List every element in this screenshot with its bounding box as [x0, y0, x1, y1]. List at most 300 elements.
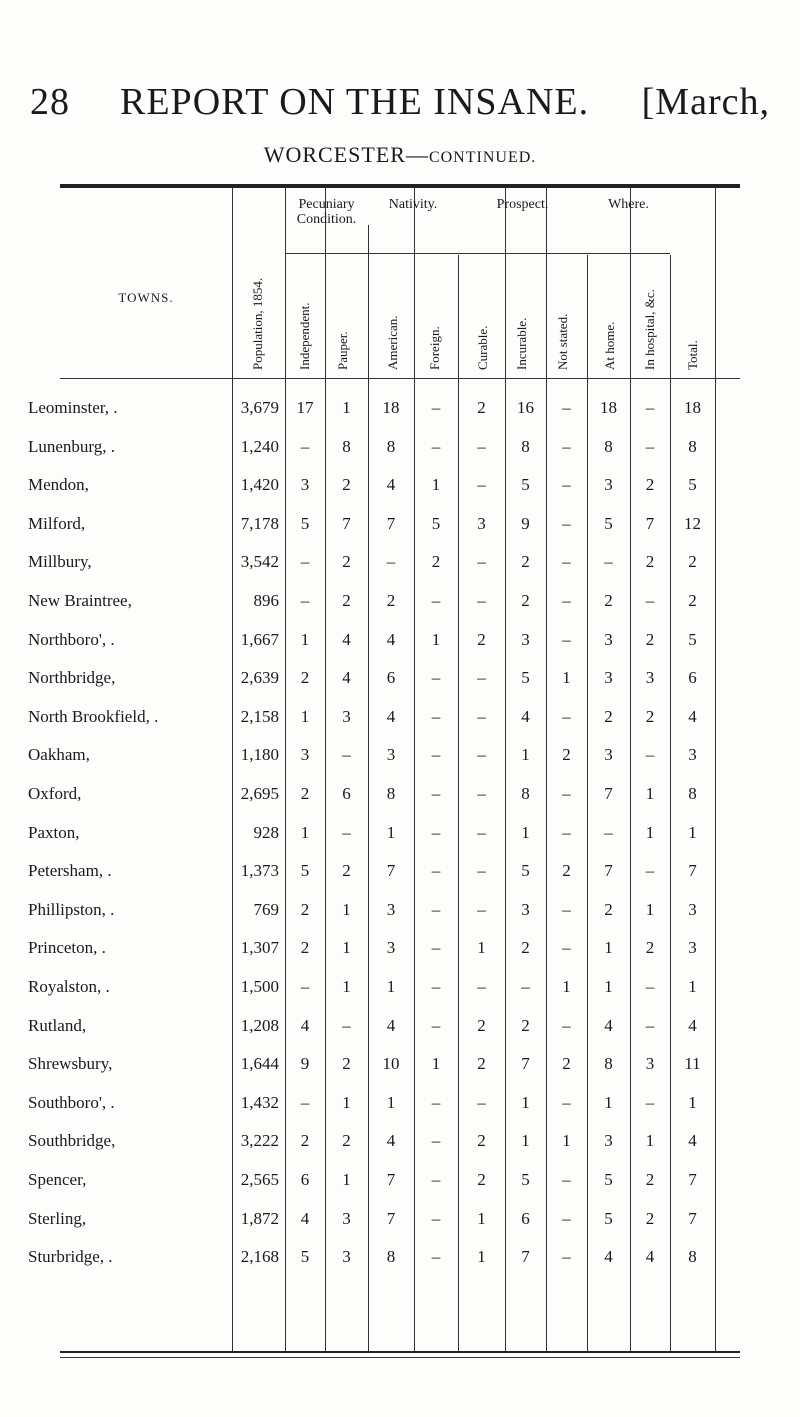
table-cell: 1 — [431, 629, 441, 649]
table-cell: – — [562, 822, 571, 842]
table-cell: 1 — [521, 1131, 530, 1151]
table-cell: 2 — [477, 629, 486, 649]
table-cell: 2 — [604, 706, 613, 726]
table-cell: 2 — [300, 668, 310, 688]
table-cell: 1 — [342, 398, 351, 417]
table-cell: 2 — [342, 1131, 351, 1151]
table-row — [0, 707, 800, 741]
table-cell: – — [477, 552, 486, 572]
table-cell: 3 — [300, 745, 310, 765]
table-cell: 7 — [688, 861, 697, 881]
table-cell: 2,639 — [240, 668, 279, 688]
table-cell: 2 — [342, 552, 351, 572]
table-cell: 1 — [562, 668, 571, 688]
table-cell: – — [431, 436, 441, 456]
table-cell: – — [431, 977, 441, 996]
table-cell: 7 — [604, 784, 613, 803]
table-cell: 1 — [431, 1054, 441, 1074]
table-cell: 7,178 — [240, 513, 279, 533]
column-header-wrap — [243, 230, 273, 370]
table-cell: 2 — [645, 706, 655, 726]
towns-header: TOWNS. — [118, 290, 174, 305]
town-name: New Braintree, — [28, 591, 132, 610]
table-cell: 7 — [521, 1247, 530, 1267]
town-name: Sturbridge, . — [28, 1247, 113, 1267]
table-cell: 3 — [604, 1131, 613, 1151]
table-cell: 8 — [386, 784, 396, 803]
table-cell: 5 — [521, 861, 530, 881]
table-cell: 4 — [645, 1247, 655, 1267]
table-cell: 7 — [386, 1170, 396, 1189]
table-cell: 3 — [688, 938, 697, 958]
table-cell: 2 — [300, 938, 310, 958]
table-cell: – — [604, 822, 613, 842]
table-cell: 8 — [342, 436, 351, 456]
table-cell: 2 — [477, 1015, 486, 1035]
table-cell: 2 — [604, 899, 613, 919]
table-cell: – — [562, 1092, 571, 1112]
table-cell: 1,872 — [240, 1208, 279, 1228]
table-cell: – — [645, 591, 655, 610]
town-name: Spencer, — [28, 1170, 87, 1189]
table-cell: 3 — [645, 668, 655, 688]
table-cell: 3 — [521, 899, 530, 919]
table-cell: 7 — [688, 1208, 697, 1228]
table-cell: 2 — [342, 591, 351, 610]
table-cell: 12 — [684, 513, 701, 533]
table-cell: 6 — [688, 668, 697, 688]
table-cell: 6 — [342, 784, 351, 803]
town-name: Mendon, — [28, 475, 89, 495]
table-cell: 2 — [342, 1054, 351, 1074]
table-cell: 1,420 — [240, 475, 279, 495]
table-cell: – — [521, 977, 530, 996]
table-cell: 3 — [604, 475, 613, 495]
table-row — [0, 668, 800, 702]
table-cell: 2 — [604, 591, 613, 610]
table-row — [0, 900, 800, 934]
table-cell: – — [342, 1015, 351, 1035]
table-cell: – — [477, 475, 486, 495]
table-cell: – — [645, 398, 655, 417]
table-cell: 2 — [386, 591, 396, 610]
table-cell: 1 — [521, 822, 530, 842]
column-header-wrap — [595, 258, 625, 370]
column-header: In hospital, &c. — [642, 289, 657, 370]
table-cell: – — [477, 822, 486, 842]
column-header-wrap — [548, 258, 578, 370]
table-cell: 1 — [645, 1131, 655, 1151]
table-cell: 2 — [645, 552, 655, 572]
table-cell: 3 — [386, 938, 396, 958]
town-name: Shrewsbury, — [28, 1054, 113, 1074]
column-header-wrap — [635, 258, 665, 370]
table-cell: 3 — [386, 899, 396, 919]
table-cell: 2 — [342, 861, 351, 881]
table-cell: 4 — [386, 1015, 396, 1035]
column-header: Not stated. — [555, 313, 570, 370]
town-name: Rutland, — [28, 1015, 87, 1035]
column-header-wrap — [378, 258, 408, 370]
column-header: Curable. — [475, 325, 490, 370]
table-cell: – — [431, 861, 441, 881]
table-cell: 8 — [521, 436, 530, 456]
table-cell: 6 — [386, 668, 396, 688]
table-cell: 5 — [300, 513, 310, 533]
table-cell: 2 — [521, 1015, 530, 1035]
table-cell: – — [431, 1131, 441, 1151]
table-cell: 2 — [300, 899, 310, 919]
table-cell: 8 — [386, 1247, 396, 1267]
table-cell: – — [562, 398, 571, 417]
column-header-wrap — [468, 258, 498, 370]
table-row — [0, 552, 800, 586]
table-cell: 1 — [688, 1092, 697, 1112]
table-cell: 4 — [688, 1131, 697, 1151]
table-cell: 1,307 — [240, 938, 279, 958]
table-cell: – — [562, 1015, 571, 1035]
table-cell: 896 — [253, 591, 279, 610]
table-bottom-rule — [60, 1351, 740, 1353]
table-cell: 2,695 — [240, 784, 279, 803]
table-cell: – — [342, 822, 351, 842]
table-cell: 4 — [386, 475, 396, 495]
table-cell: 7 — [342, 513, 351, 533]
table-cell: 7 — [386, 1208, 396, 1228]
table-cell: 5 — [300, 1247, 310, 1267]
table-cell: 1 — [477, 1247, 486, 1267]
table-row — [0, 1093, 800, 1127]
table-cell: 1 — [521, 1092, 530, 1112]
table-cell: 1 — [562, 977, 571, 996]
table-cell: 4 — [386, 629, 396, 649]
table-cell: – — [562, 513, 571, 533]
table-cell: 4 — [300, 1208, 310, 1228]
table-cell: 1 — [645, 899, 655, 919]
table-cell: 2 — [521, 552, 530, 572]
table-cell: 1,208 — [240, 1015, 279, 1035]
table-cell: – — [431, 1208, 441, 1228]
table-cell: 1 — [386, 977, 396, 996]
table-cell: – — [562, 899, 571, 919]
table-cell: 3 — [342, 1247, 351, 1267]
table-cell: 928 — [253, 822, 279, 842]
group-underline — [285, 253, 368, 254]
column-header: At home. — [602, 321, 617, 370]
table-cell: – — [431, 784, 441, 803]
table-cell: 16 — [517, 398, 534, 417]
table-cell: – — [431, 1247, 441, 1267]
town-name: Northbridge, — [28, 668, 116, 688]
table-cell: 1 — [431, 475, 441, 495]
group-header-where: Where. — [608, 197, 649, 212]
table-cell: 2 — [477, 1054, 486, 1074]
town-name: Leominster, . — [28, 398, 118, 417]
column-header-wrap — [678, 258, 708, 370]
table-cell: 2 — [645, 938, 655, 958]
table-cell: 5 — [521, 475, 530, 495]
page-number: 28 — [30, 81, 70, 123]
table-cell: 2 — [562, 745, 571, 765]
table-cell: – — [431, 1092, 441, 1112]
table-cell: 3 — [645, 1054, 655, 1074]
table-cell: 10 — [382, 1054, 400, 1074]
table-cell: 3 — [604, 668, 613, 688]
column-header-wrap — [507, 258, 537, 370]
table-cell: 8 — [604, 1054, 613, 1074]
group-underline — [368, 253, 458, 254]
table-cell: – — [645, 861, 655, 881]
table-cell: 5 — [604, 513, 613, 533]
table-cell: 5 — [521, 668, 530, 688]
table-cell: 2 — [300, 784, 310, 803]
table-cell: – — [562, 784, 571, 803]
table-cell: 2,158 — [240, 706, 279, 726]
table-cell: 5 — [300, 861, 310, 881]
table-row — [0, 938, 800, 972]
table-cell: – — [604, 552, 613, 572]
table-top-rule — [60, 184, 740, 188]
table-cell: 2 — [477, 1170, 486, 1189]
table-cell: 5 — [431, 513, 441, 533]
table-cell: – — [477, 977, 486, 996]
town-name: Paxton, — [28, 822, 80, 842]
table-cell: – — [645, 1092, 655, 1112]
group-underline — [458, 253, 587, 254]
column-header-wrap — [328, 258, 358, 370]
table-cell: 2 — [477, 1131, 486, 1151]
table-cell: – — [300, 977, 310, 996]
table-cell: 6 — [300, 1170, 310, 1189]
table-cell: 1 — [562, 1131, 571, 1151]
table-cell: 1 — [342, 1092, 351, 1112]
town-name: Southboro', . — [28, 1092, 115, 1112]
table-cell: – — [431, 899, 441, 919]
table-cell: 1 — [342, 1170, 351, 1189]
table-row — [0, 1209, 800, 1243]
table-cell: 3 — [604, 745, 613, 765]
table-cell: 4 — [521, 706, 530, 726]
table-row — [0, 475, 800, 509]
table-cell: – — [562, 475, 571, 495]
table-cell: – — [645, 1015, 655, 1035]
table-cell: 9 — [300, 1054, 310, 1074]
table-cell: 1 — [300, 706, 310, 726]
table-cell: 1 — [604, 977, 613, 996]
town-name: Oakham, — [28, 745, 90, 765]
table-cell: 2 — [521, 938, 530, 958]
table-cell: 4 — [300, 1015, 310, 1035]
column-header: Pauper. — [335, 331, 350, 370]
table-row — [0, 398, 800, 432]
table-row — [0, 977, 800, 1011]
table-cell: 4 — [386, 1131, 396, 1151]
table-cell: – — [645, 436, 655, 456]
table-cell: – — [477, 436, 486, 456]
table-cell: – — [562, 1208, 571, 1228]
column-header: Incurable. — [514, 317, 529, 370]
town-name: Princeton, . — [28, 938, 106, 958]
table-row — [0, 591, 800, 625]
table-cell: – — [386, 552, 396, 572]
table-cell: 1 — [645, 822, 655, 842]
table-cell: 1 — [521, 745, 530, 765]
table-cell: 2 — [645, 1208, 655, 1228]
table-cell: 4 — [342, 629, 351, 649]
table-cell: – — [477, 745, 486, 765]
town-name: Oxford, — [28, 784, 82, 803]
table-cell: – — [477, 591, 486, 610]
table-cell: 3,542 — [240, 552, 279, 572]
table-cell: 3 — [386, 745, 396, 765]
town-name: Sterling, — [28, 1208, 87, 1228]
table-cell: 1,644 — [240, 1054, 279, 1074]
table-cell: – — [431, 745, 441, 765]
table-cell: 4 — [688, 1015, 697, 1035]
group-underline — [587, 253, 670, 254]
table-cell: 5 — [521, 1170, 530, 1189]
town-name: Milford, — [28, 513, 86, 533]
column-header: American. — [385, 315, 400, 370]
table-cell: – — [431, 706, 441, 726]
table-cell: 5 — [604, 1208, 613, 1228]
table-cell: 4 — [604, 1015, 613, 1035]
table-cell: – — [431, 938, 441, 958]
table-row — [0, 437, 800, 471]
table-cell: 3 — [604, 629, 613, 649]
table-cell: 1 — [342, 938, 351, 958]
table-cell: – — [431, 398, 441, 417]
table-cell: 3,222 — [240, 1131, 279, 1151]
table-cell: – — [562, 938, 571, 958]
table-cell: 1,373 — [240, 861, 279, 881]
table-cell: 1 — [300, 629, 310, 649]
town-name: Petersham, . — [28, 861, 112, 881]
table-cell: 7 — [604, 861, 613, 881]
running-date: [March, — [641, 81, 770, 123]
table-cell: 8 — [386, 436, 396, 456]
table-cell: 18 — [600, 398, 617, 417]
table-cell: 2,565 — [240, 1170, 279, 1189]
section-title-main: WORCESTER— — [263, 142, 429, 167]
table-row — [0, 784, 800, 818]
table-cell: 5 — [604, 1170, 613, 1189]
table-bottom-rule-thin — [60, 1357, 740, 1358]
table-cell: 1 — [688, 822, 697, 842]
table-cell: 8 — [521, 784, 530, 803]
table-cell: 2,168 — [240, 1247, 279, 1267]
running-title: REPORT ON THE INSANE. — [120, 81, 590, 123]
table-cell: 1 — [386, 822, 396, 842]
column-header: Population, 1854. — [250, 277, 265, 370]
table-cell: 7 — [386, 513, 396, 533]
table-cell: 2 — [562, 1054, 571, 1074]
table-row — [0, 1054, 800, 1088]
column-header: Foreign. — [427, 326, 442, 370]
table-cell: – — [300, 1092, 310, 1112]
table-row — [0, 630, 800, 664]
table-cell: 2 — [645, 629, 655, 649]
table-cell: 2 — [688, 591, 697, 610]
table-cell: 2 — [562, 861, 571, 881]
table-cell: – — [431, 591, 441, 610]
table-cell: – — [562, 706, 571, 726]
table-cell: 3 — [688, 745, 697, 765]
table-cell: 2 — [645, 475, 655, 495]
table-cell: 17 — [296, 398, 314, 417]
table-cell: 1 — [386, 1092, 396, 1112]
table-cell: 3 — [342, 1208, 351, 1228]
table-row — [0, 1247, 800, 1281]
table-cell: – — [342, 745, 351, 765]
section-title — [0, 142, 800, 168]
table-cell: 1 — [300, 822, 310, 842]
table-cell: 7 — [521, 1054, 530, 1074]
running-header — [30, 80, 770, 124]
table-cell: – — [477, 1092, 486, 1112]
table-cell: 11 — [684, 1054, 701, 1074]
table-cell: 2 — [521, 591, 530, 610]
table-cell: 2 — [431, 552, 441, 572]
table-cell: 1 — [645, 784, 655, 803]
table-cell: 7 — [688, 1170, 697, 1189]
table-row — [0, 514, 800, 548]
column-header-wrap — [420, 258, 450, 370]
table-cell: – — [562, 629, 571, 649]
table-cell: – — [477, 784, 486, 803]
town-name: North Brookfield, . — [28, 706, 159, 726]
table-cell: – — [477, 706, 486, 726]
table-cell: 3 — [300, 475, 310, 495]
table-cell: – — [562, 591, 571, 610]
table-cell: 1,500 — [240, 977, 279, 996]
table-cell: – — [431, 1015, 441, 1035]
table-cell: – — [562, 1247, 571, 1267]
group-header-prospect: Prospect. — [496, 197, 549, 212]
table-cell: 8 — [604, 436, 613, 456]
table-row — [0, 823, 800, 857]
table-cell: 5 — [688, 475, 697, 495]
table-cell: 8 — [688, 1247, 697, 1267]
table-cell: – — [300, 591, 310, 610]
group-header-nativity: Nativity. — [388, 197, 438, 212]
table-row — [0, 1170, 800, 1204]
table-cell: – — [477, 861, 486, 881]
table-cell: 3 — [688, 899, 697, 919]
table-cell: – — [431, 822, 441, 842]
table-cell: 8 — [688, 784, 697, 803]
table-cell: 2 — [300, 1131, 310, 1151]
table-cell: 4 — [342, 668, 351, 688]
table-cell: 2 — [477, 398, 486, 417]
table-cell: – — [562, 552, 571, 572]
table-cell: 3 — [342, 706, 351, 726]
table-cell: 1 — [604, 1092, 613, 1112]
table-cell: – — [300, 552, 310, 572]
table-cell: 9 — [521, 513, 530, 533]
table-cell: 2 — [688, 552, 697, 572]
table-cell: – — [562, 436, 571, 456]
table-cell: 769 — [253, 899, 279, 919]
table-cell: – — [562, 1170, 571, 1189]
table-cell: – — [431, 1170, 441, 1189]
town-name: Southbridge, — [28, 1131, 116, 1151]
table-row — [0, 1016, 800, 1050]
table-row — [0, 745, 800, 779]
table-cell: 8 — [688, 436, 697, 456]
table-cell: 4 — [688, 706, 697, 726]
table-cell: 7 — [645, 513, 655, 533]
